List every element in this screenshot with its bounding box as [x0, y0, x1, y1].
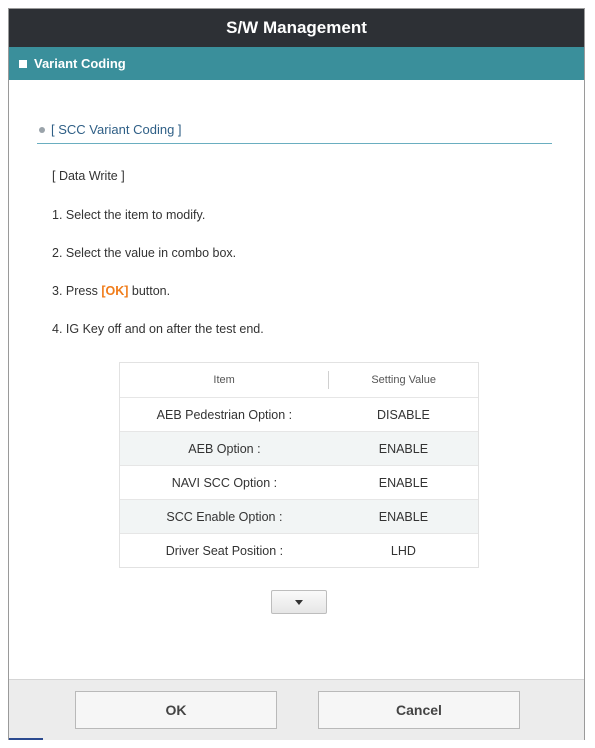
step3-suffix: button.: [128, 284, 171, 298]
square-bullet-icon: [19, 60, 27, 68]
row-item: AEB Pedestrian Option :: [156, 407, 293, 422]
table-row[interactable]: [120, 533, 478, 567]
chevron-down-icon: [295, 600, 303, 605]
row-item: AEB Option :: [188, 441, 261, 456]
accent-line: [9, 738, 43, 740]
window-title: S/W Management: [9, 9, 584, 47]
section-header: [9, 47, 584, 80]
instruction-step-4: 4. IG Key off and on after the test end.: [52, 322, 264, 336]
instructions-header: [ Data Write ]: [52, 169, 125, 183]
row-value: ENABLE: [378, 509, 429, 524]
column-header-setting-value: Setting Value: [371, 374, 436, 386]
content-area: [9, 80, 584, 680]
table-row[interactable]: [120, 431, 478, 465]
instruction-step-1: 1. Select the item to modify.: [52, 208, 206, 222]
ok-highlight: [OK]: [101, 284, 129, 298]
instruction-step-3: [52, 284, 170, 298]
row-item: Driver Seat Position :: [165, 543, 284, 558]
row-value: DISABLE: [377, 407, 430, 422]
cancel-button[interactable]: Cancel: [318, 691, 520, 729]
step3-prefix: 3. Press: [52, 284, 102, 298]
row-value: ENABLE: [378, 441, 429, 456]
row-value: ENABLE: [378, 475, 429, 490]
instruction-step-2: 2. Select the value in combo box.: [52, 246, 237, 260]
value-combo-box[interactable]: [271, 590, 327, 614]
row-item: NAVI SCC Option :: [171, 475, 278, 490]
subheading-label: [ SCC Variant Coding ]: [51, 122, 182, 137]
sw-management-window: [8, 8, 585, 740]
divider: [37, 143, 552, 144]
variant-table: [119, 362, 479, 568]
button-bar: [9, 679, 584, 740]
row-value: LHD: [390, 543, 416, 558]
table-row[interactable]: [120, 397, 478, 431]
column-header-item: Item: [120, 371, 329, 389]
ok-button[interactable]: OK: [75, 691, 277, 729]
table-row[interactable]: [120, 499, 478, 533]
subheading: [39, 122, 182, 137]
bullet-dot-icon: [39, 127, 45, 133]
section-title: Variant Coding: [34, 56, 126, 71]
table-row[interactable]: [120, 465, 478, 499]
table-header-row: [120, 363, 478, 397]
row-item: SCC Enable Option :: [166, 509, 283, 524]
